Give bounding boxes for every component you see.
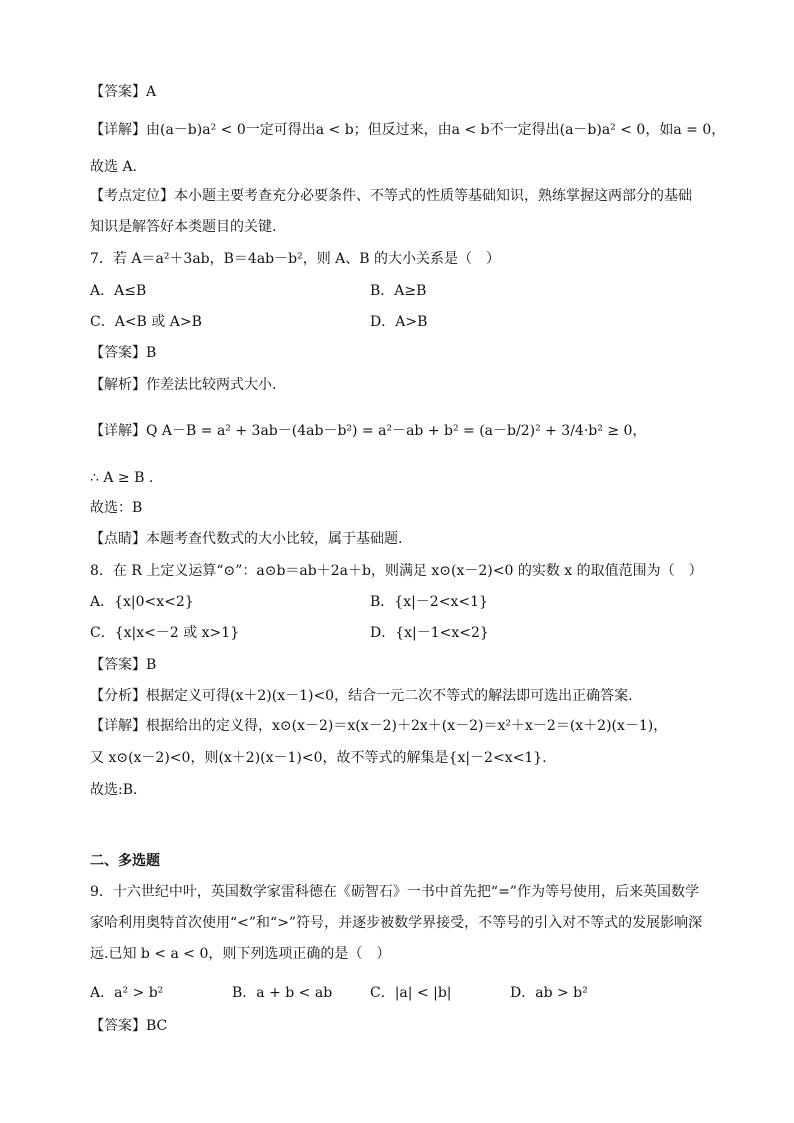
answer7-text: 【答案】B [90,345,157,361]
analysis8-text: 【分析】根据定义可得(x＋2)(x－1)<0，结合一元二次不等式的解法即可选出正确答案. [90,688,633,704]
option-q7-D: D．A>B [370,314,428,330]
section2-text: 二、多选题 [90,853,160,869]
conclusion6-text: 故选 A. [90,159,138,175]
therefore7-text: ∴ A ≥ B . [90,470,154,486]
q9a-text: 9．十六世纪中叶，英国数学家雷科德在《砺智石》一书中首先把“=”作为等号使用，后来英国数学 [90,884,699,900]
dianjing7-text: 【点睛】本题考查代数式的大小比较，属于基础题. [90,531,403,547]
option-q8-C: C．{x|x<－2 或 x>1} [90,625,240,641]
option-q9-D: D．ab > b² [510,985,588,1001]
q8-text: 8．在 R 上定义运算“⊙”：a⊙b＝ab＋2a＋b，则满足 x⊙(x－2)<0 的实数 x 的取值范围为（ ） [90,563,703,579]
detail8a-text: 【详解】根据给出的定义得，x⊙(x－2)＝x(x－2)＋2x＋(x－2)＝x²＋x－2＝(x＋2)(x－1)， [90,718,668,734]
conclusion8-text: 故选:B. [90,782,138,798]
detail7-text: 【详解】Q A－B = a² + 3ab－(4ab－b²) = a²－ab + b² = (a－b/2)² + 3/4·b² ≥ 0， [90,423,647,439]
option-q7-A: A．A≤B [90,283,147,299]
answer6-text: 【答案】A [90,84,157,100]
option-q9-C: C．|a| < |b| [370,985,452,1001]
option-q7-C: C．A<B 或 A>B [90,314,202,330]
kaodian6a-text: 【考点定位】本小题主要考查充分必要条件、不等式的性质等基础知识，熟练掌握这两部分的基础 [90,188,692,204]
q9c-text: 远.已知 b < a < 0，则下列选项正确的是（ ） [90,946,391,962]
detail6-text: 【详解】由(a－b)a² < 0一定可得出a < b；但反过来，由a < b不一定得出(a－b)a² < 0，如a = 0， [90,122,726,138]
option-q7-B: B．A≥B [370,283,427,299]
q9b-text: 家哈利用奥特首次使用“<”和“>”符号，并逐步被数学界接受，不等号的引入对不等式的发展影响深 [90,915,703,931]
option-q9-B: B．a + b < ab [232,985,333,1001]
q7-text: 7．若 A＝a²＋3ab，B＝4ab－b²，则 A、B 的大小关系是（ ） [90,251,501,267]
detail8b-text: 又 x⊙(x－2)<0，则(x＋2)(x－1)<0，故不等式的解集是{x|－2<x<1}. [90,750,547,766]
conclusion7-text: 故选：B [90,500,143,516]
option-q9-A: A．a² > b² [90,985,164,1001]
answer9-text: 【答案】BC [90,1018,168,1034]
analysis7-text: 【解析】作差法比较两式大小. [90,377,277,393]
option-q8-D: D．{x|－1<x<2} [370,625,489,641]
option-q8-A: A．{x|0<x<2} [90,594,194,610]
kaodian6b-text: 知识是解答好本类题目的关键. [90,219,277,235]
option-q8-B: B．{x|－2<x<1} [370,594,488,610]
answer8-text: 【答案】B [90,657,157,673]
